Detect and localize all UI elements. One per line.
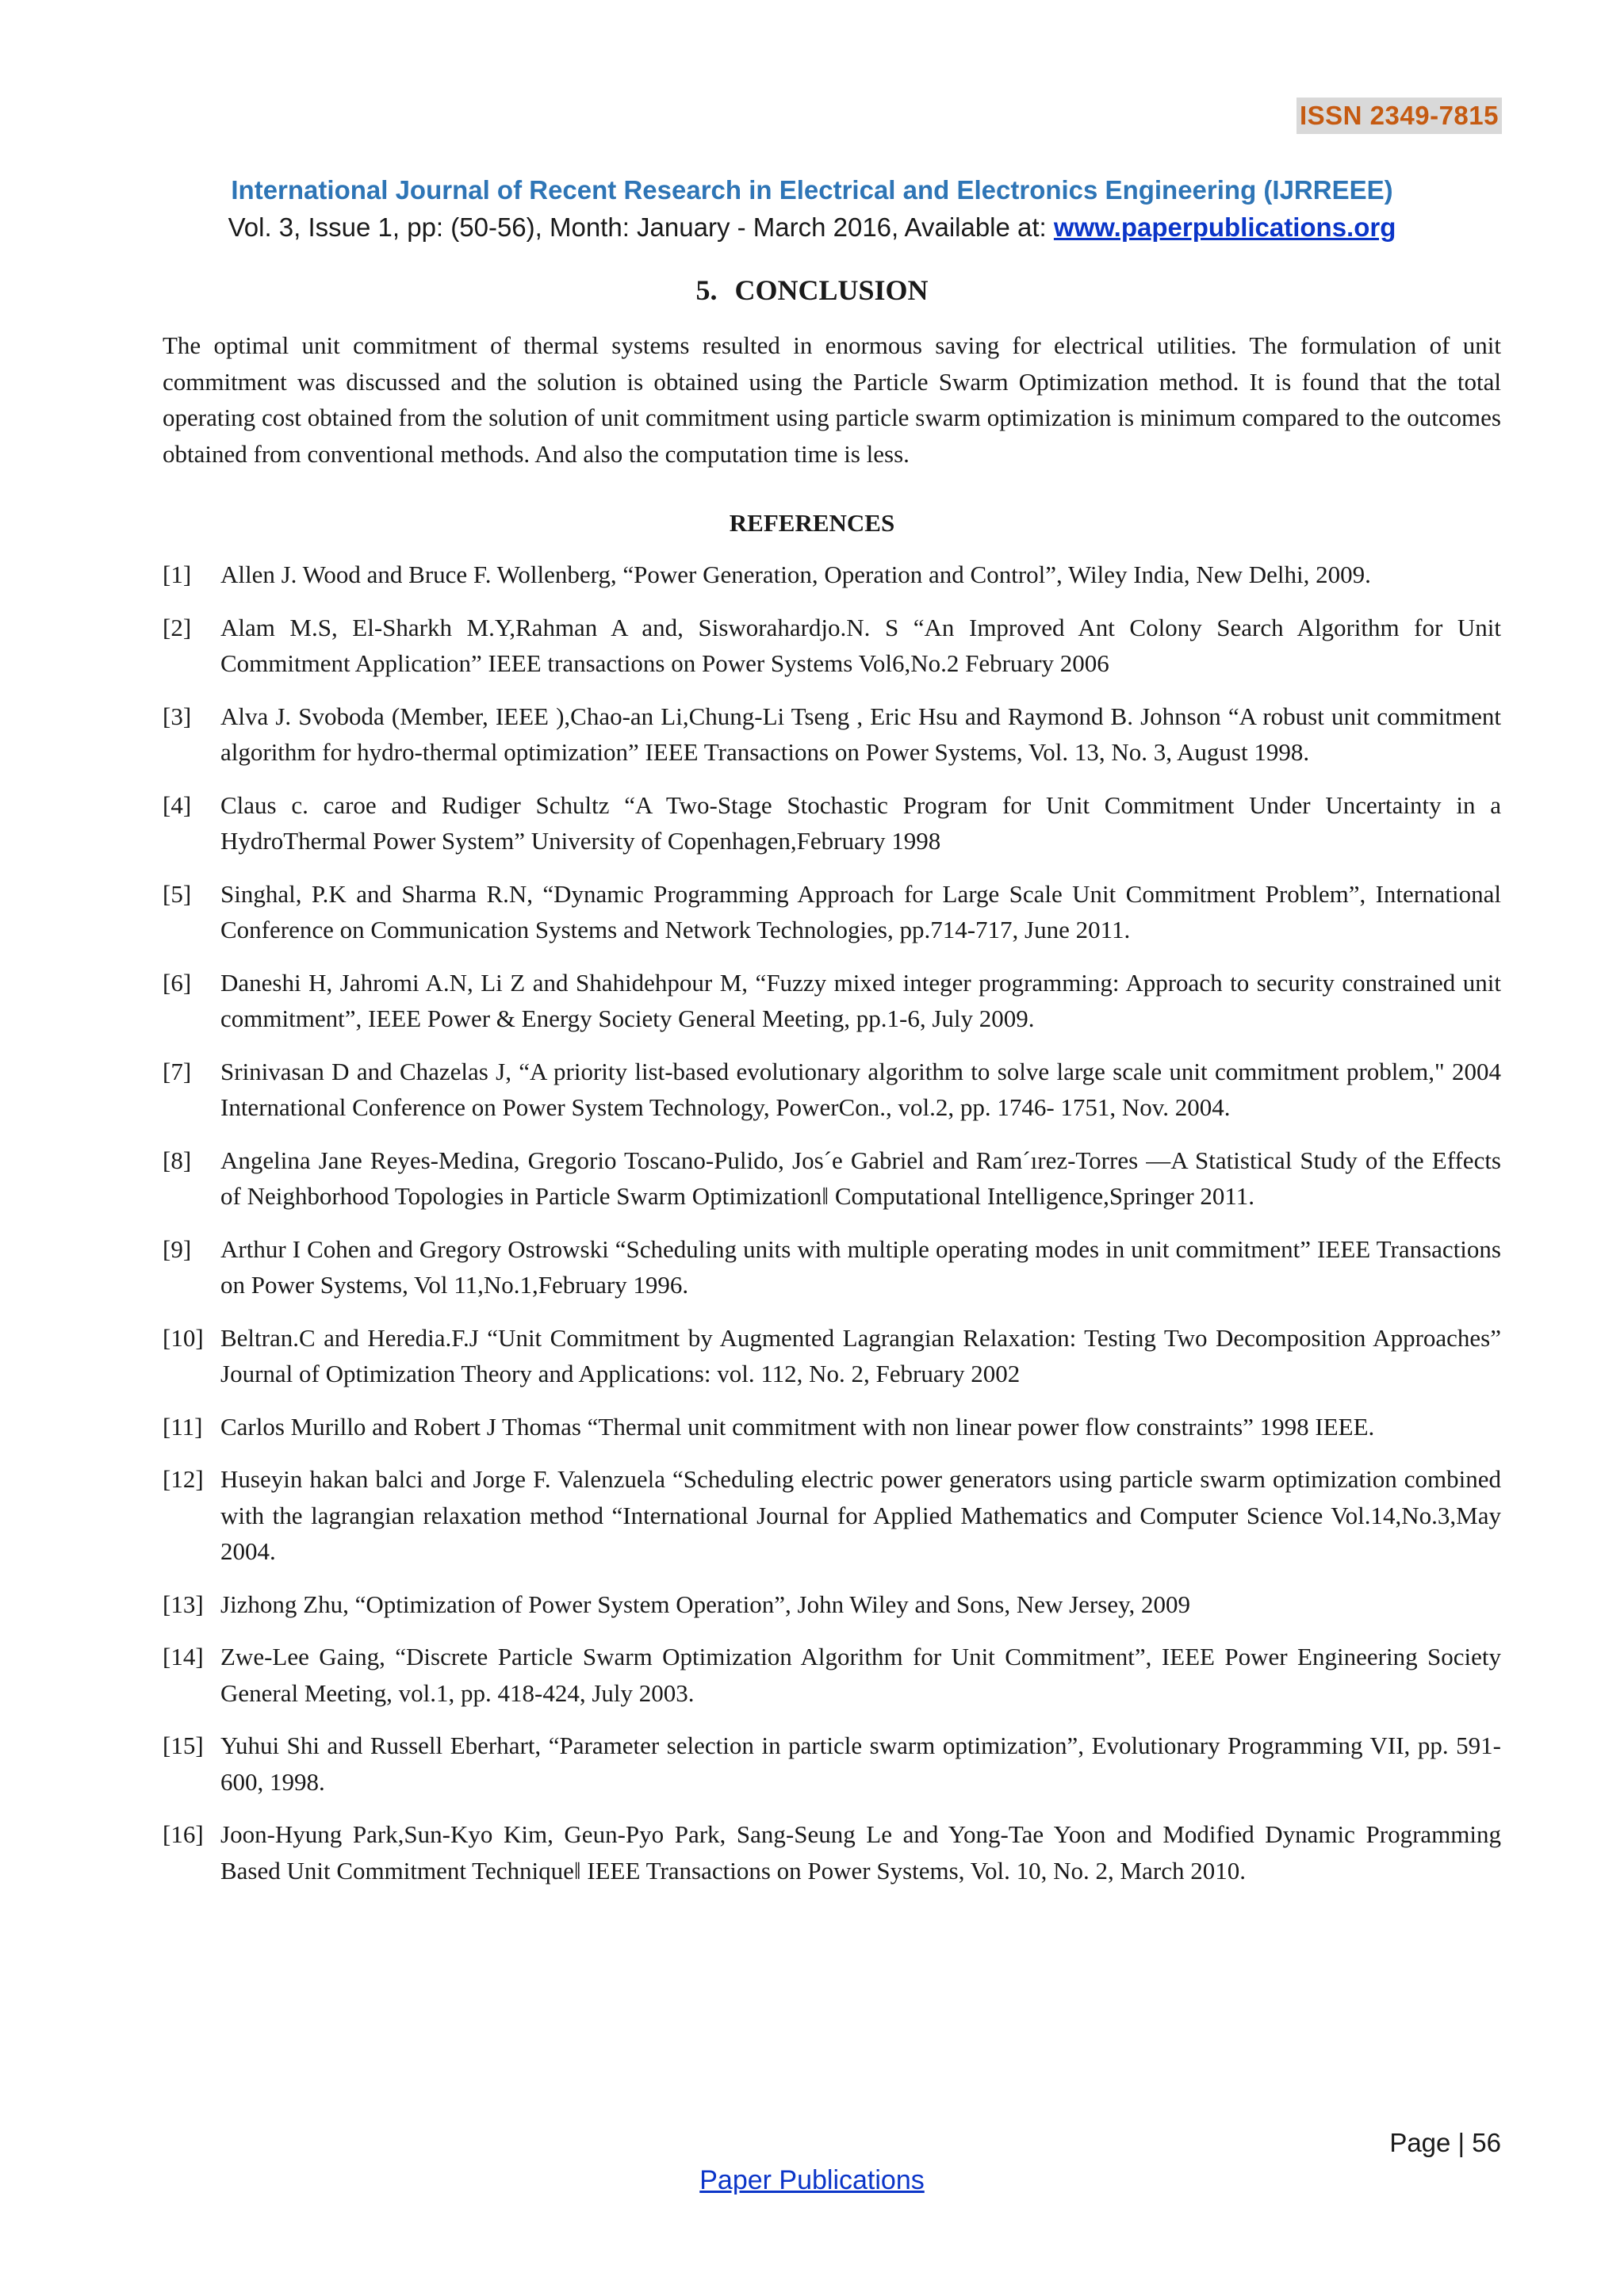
reference-number: [15] (163, 1732, 204, 1759)
page-number: Page | 56 (1389, 2128, 1501, 2157)
volume-info: Vol. 3, Issue 1, pp: (50-56), Month: January - March 2016, Available at: (228, 212, 1054, 242)
section-number: 5. (695, 274, 718, 306)
issn-label: ISSN 2349-7815 (1297, 98, 1502, 134)
reference-text: Beltran.C and Heredia.F.J “Unit Commitment by Augmented Lagrangian Relaxation: Testing Two Decomposition Approaches” Journal of Optimization Theory and Applications: vol. 112, No. 2, February 2002 (220, 1323, 1501, 1387)
reference-item (163, 965, 1501, 1037)
reference-item (163, 1461, 1501, 1570)
reference-number: [5] (163, 879, 192, 908)
reference-number: [14] (163, 1643, 204, 1670)
reference-text: Carlos Murillo and Robert J Thomas “Thermal unit commitment with non linear power flow constraints” 1998 IEEE. (220, 1412, 1375, 1441)
reference-item (163, 1054, 1501, 1126)
reference-text: Jizhong Zhu, “Optimization of Power System Operation”, John Wiley and Sons, New Jersey, 2009 (220, 1590, 1191, 1618)
publisher-footer (0, 2162, 1624, 2198)
reference-number: [8] (163, 1146, 192, 1174)
reference-text: Zwe-Lee Gaing, “Discrete Particle Swarm Optimization Algorithm for Unit Commitment”, IEEE Power Engineering Society General Meeting, vol.1, pp. 418-424, July 2003. (220, 1643, 1501, 1707)
reference-text: Arthur I Cohen and Gregory Ostrowski “Scheduling units with multiple operating modes in unit commitment” IEEE Transactions on Power Systems, Vol 11,No.1,February 1996. (220, 1234, 1501, 1299)
section-title: CONCLUSION (734, 274, 929, 306)
reference-item (163, 698, 1501, 771)
journal-title: International Journal of Recent Research in Electrical and Electronics Engineering (IJRREEE) (231, 175, 1393, 205)
journal-volume-line (0, 210, 1624, 245)
reference-item (163, 1142, 1501, 1215)
reference-item (163, 610, 1501, 682)
reference-item (163, 1586, 1501, 1623)
reference-text: Angelina Jane Reyes-Medina, Gregorio Toscano-Pulido, Jos´e Gabriel and Ram´ırez-Torres ―A Statistical Study of the Effects of Neighborhood Topologies in Particle Swarm Optimization‖ Computational Intelligence,Springer 2011. (220, 1146, 1501, 1210)
reference-number: [7] (163, 1057, 192, 1085)
reference-item (163, 1231, 1501, 1303)
reference-item (163, 1320, 1501, 1392)
reference-text: Daneshi H, Jahromi A.N, Li Z and Shahidehpour M, “Fuzzy mixed integer programming: Approach to security constrained unit commitment”, IEEE Power & Energy Society General Meeting, pp.1-6, July 2009. (220, 968, 1501, 1032)
reference-list (163, 557, 1501, 1905)
reference-number: [16] (163, 1820, 204, 1848)
reference-number: [12] (163, 1465, 204, 1493)
reference-number: [2] (163, 613, 192, 641)
reference-item (163, 1409, 1501, 1445)
reference-text: Srinivasan D and Chazelas J, “A priority list-based evolutionary algorithm to solve large scale unit commitment problem," 2004 International Conference on Power System Technology, PowerCon., vol.2, pp. 1746- 1751, Nov. 2004. (220, 1057, 1501, 1121)
reference-text: Singhal, P.K and Sharma R.N, “Dynamic Programming Approach for Large Scale Unit Commitment Problem”, International Conference on Communication Systems and Network Technologies, pp.714-717, June 2011. (220, 879, 1501, 943)
reference-number: [1] (163, 561, 192, 588)
reference-item (163, 557, 1501, 593)
reference-number: [4] (163, 790, 192, 819)
conclusion-paragraph: The optimal unit commitment of thermal systems resulted in enormous saving for electrical utilities. The formulation of unit commitment was discussed and the solution is obtained using the Particle Swarm Optimization method. It is found that the total operating cost obtained from the solution of unit commitment using particle swarm optimization is minimum compared to the outcomes obtained from conventional methods. And also the computation time is less. (163, 331, 1501, 468)
reference-number: [9] (163, 1234, 192, 1263)
reference-text: Huseyin hakan balci and Jorge F. Valenzuela “Scheduling electric power generators using particle swarm optimization combined with the lagrangian relaxation method “International Journal for Applied Mathematics and Computer Science Vol.14,No.3,May 2004. (220, 1465, 1501, 1565)
reference-text: Alva J. Svoboda (Member, IEEE ),Chao-an Li,Chung-Li Tseng , Eric Hsu and Raymond B. Johnson “A robust unit commitment algorithm for hydro-thermal optimization” IEEE Transactions on Power Systems, Vol. 13, No. 3, August 1998. (220, 702, 1501, 766)
reference-item (163, 1639, 1501, 1711)
reference-text: Joon-Hyung Park,Sun-Kyo Kim, Geun-Pyo Park, Sang-Seung Le and Yong-Tae Yoon and Modified Dynamic Programming Based Unit Commitment Technique‖ IEEE Transactions on Power Systems, Vol. 10, No. 2, March 2010. (220, 1820, 1501, 1885)
publisher-link[interactable]: Paper Publications (699, 2165, 925, 2195)
reference-item (163, 787, 1501, 859)
references-heading: REFERENCES (729, 509, 895, 537)
reference-item (163, 1816, 1501, 1888)
reference-number: [11] (163, 1412, 203, 1441)
reference-number: [13] (163, 1590, 204, 1618)
website-link[interactable]: www.paperpublications.org (1053, 212, 1396, 242)
reference-item (163, 876, 1501, 948)
reference-number: [6] (163, 968, 192, 997)
section-heading (0, 272, 1624, 308)
reference-number: [3] (163, 702, 192, 730)
reference-text: Allen J. Wood and Bruce F. Wollenberg, “Power Generation, Operation and Control”, Wiley India, New Delhi, 2009. (220, 561, 1371, 588)
reference-number: [10] (163, 1323, 204, 1352)
reference-text: Yuhui Shi and Russell Eberhart, “Parameter selection in particle swarm optimization”, Evolutionary Programming VII, pp. 591-600, 1998. (220, 1732, 1501, 1796)
reference-text: Alam M.S, El-Sharkh M.Y,Rahman A and, Sisworahardjo.N. S “An Improved Ant Colony Search Algorithm for Unit Commitment Application” IEEE transactions on Power Systems Vol6,No.2 February 2006 (220, 613, 1501, 677)
reference-text: Claus c. caroe and Rudiger Schultz “A Two-Stage Stochastic Program for Unit Commitment Under Uncertainty in a HydroThermal Power System” University of Copenhagen,February 1998 (220, 790, 1501, 855)
reference-item (163, 1728, 1501, 1800)
